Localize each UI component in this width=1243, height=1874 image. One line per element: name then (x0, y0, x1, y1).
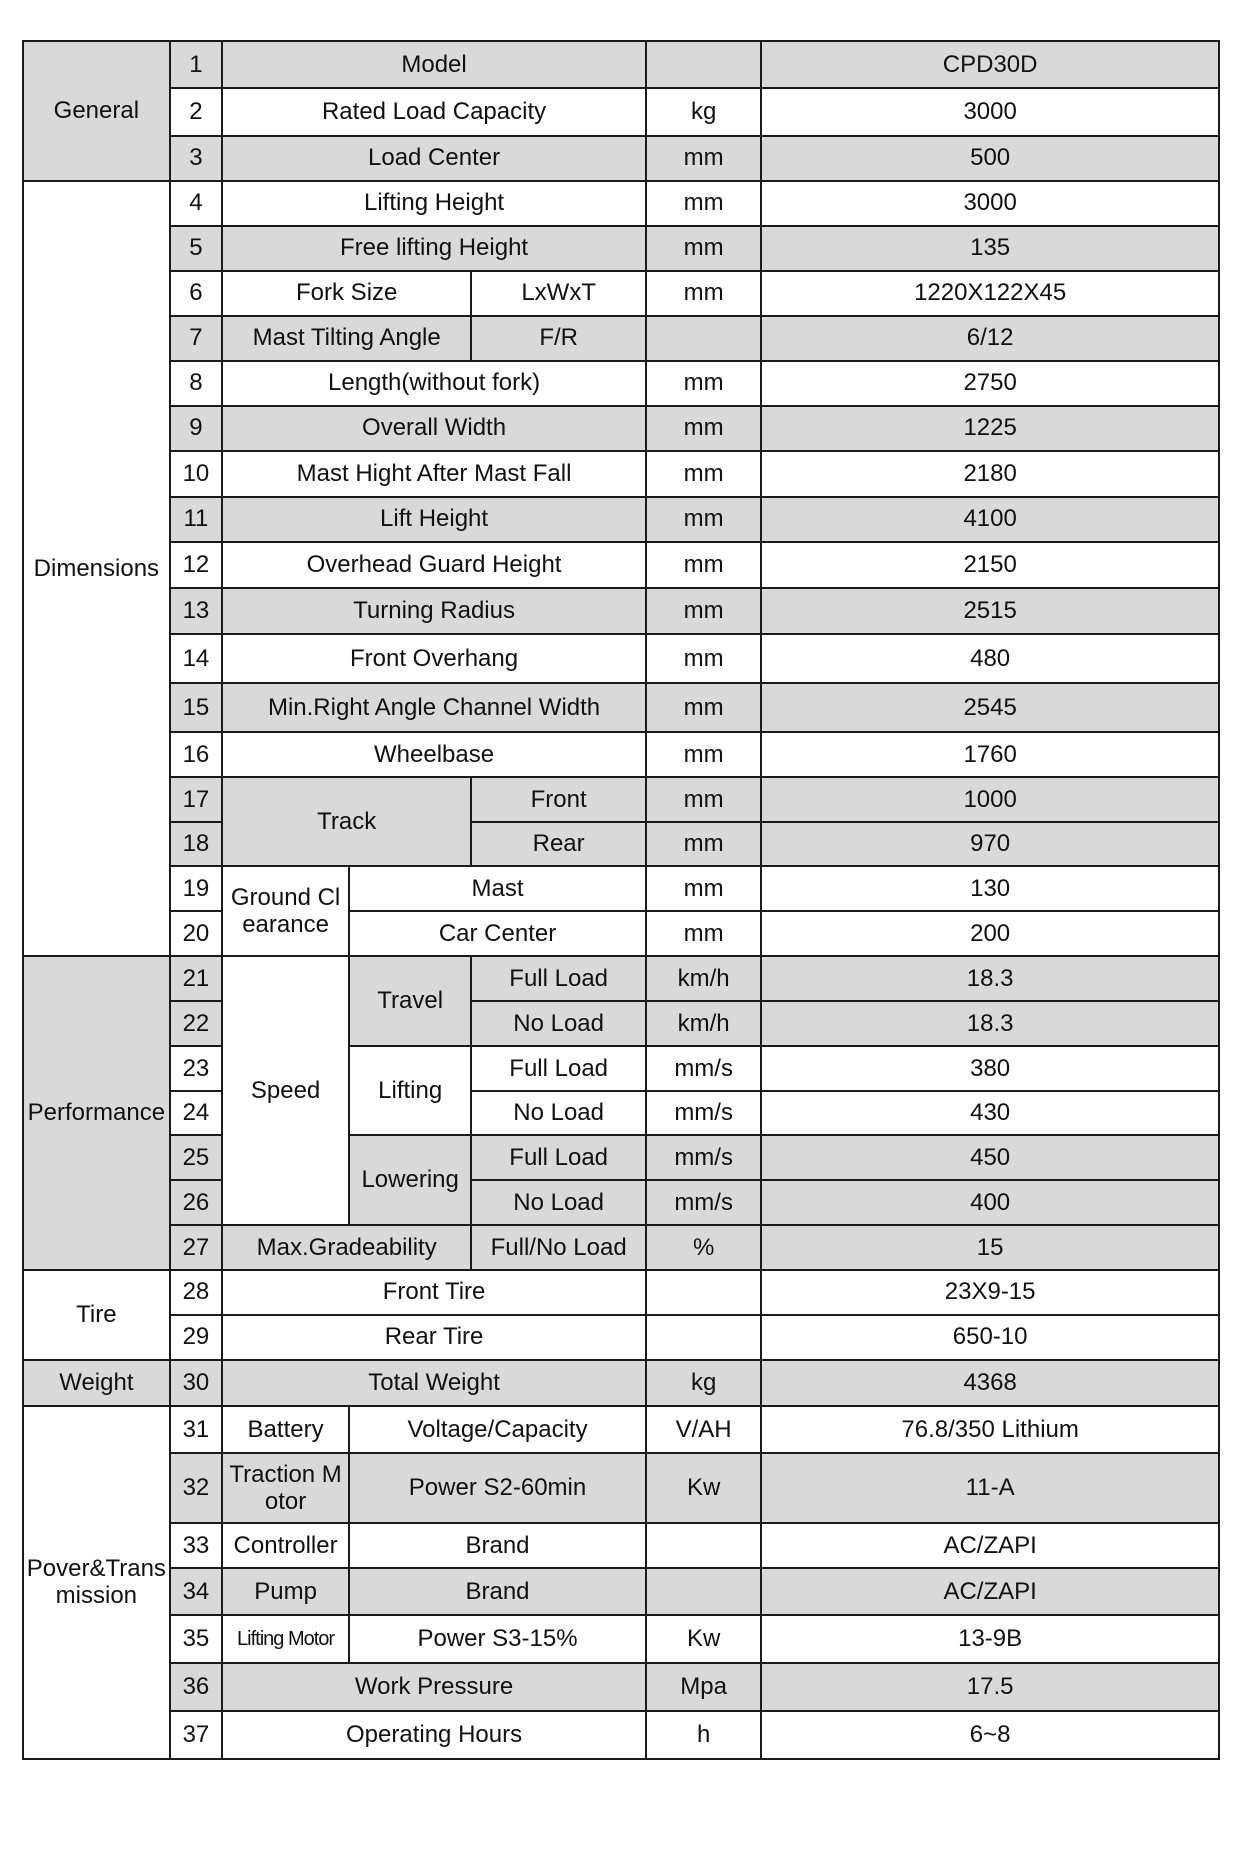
row-number: 34 (170, 1568, 222, 1615)
row-number: 18 (170, 822, 222, 866)
item-label: Power S3-15% (349, 1615, 646, 1662)
category-general: General (23, 41, 170, 181)
unit-cell: mm/s (646, 1180, 761, 1225)
row-number: 24 (170, 1091, 222, 1135)
unit-cell: Mpa (646, 1663, 761, 1712)
group-traction-motor: Traction Motor (222, 1453, 349, 1523)
table-row (23, 271, 1219, 316)
row-number: 17 (170, 777, 222, 822)
group-speed: Speed (222, 956, 349, 1225)
group-pump: Pump (222, 1568, 349, 1615)
row-number: 8 (170, 361, 222, 406)
value-cell: 4100 (761, 497, 1219, 542)
unit-cell (646, 1315, 761, 1360)
table-row (23, 1135, 1219, 1180)
value-cell: 4368 (761, 1360, 1219, 1406)
value-cell: 130 (761, 866, 1219, 911)
value-cell: 76.8/350 Lithium (761, 1406, 1219, 1453)
item-label: Rear (471, 822, 646, 866)
unit-cell (646, 316, 761, 361)
value-cell: 1760 (761, 732, 1219, 777)
row-number: 32 (170, 1453, 222, 1523)
item-label: Rear Tire (222, 1315, 646, 1360)
category-performance: Performance (23, 956, 170, 1270)
group-lifting-motor: Lifting Motor (222, 1615, 349, 1662)
row-number: 1 (170, 41, 222, 88)
table-row (23, 634, 1219, 683)
item-label: Mast Hight After Mast Fall (222, 451, 646, 497)
item-label: Lifting Height (222, 181, 646, 226)
unit-cell: % (646, 1225, 761, 1270)
table-row (23, 777, 1219, 822)
value-cell: 500 (761, 136, 1219, 181)
item-label: Front Overhang (222, 634, 646, 683)
row-number: 4 (170, 181, 222, 226)
unit-cell: mm (646, 542, 761, 588)
item-label: No Load (471, 1001, 646, 1046)
item-label: Load Center (222, 136, 646, 181)
unit-cell: mm (646, 911, 761, 956)
table-row (23, 1568, 1219, 1615)
row-number: 29 (170, 1315, 222, 1360)
category-weight: Weight (23, 1360, 170, 1406)
category-power: Pover&Transmission (23, 1406, 170, 1759)
value-cell: 430 (761, 1091, 1219, 1135)
group-lifting: Lifting (349, 1046, 471, 1135)
unit-cell: mm (646, 732, 761, 777)
value-cell: 1000 (761, 777, 1219, 822)
table-row (23, 683, 1219, 733)
item-label: No Load (471, 1180, 646, 1225)
group-gradeability-sub: Full/No Load (471, 1225, 646, 1270)
value-cell: 1225 (761, 406, 1219, 451)
unit-cell: mm/s (646, 1046, 761, 1091)
unit-cell: mm (646, 361, 761, 406)
item-label: Rated Load Capacity (222, 88, 646, 135)
group-lowering: Lowering (349, 1135, 471, 1225)
table-row (23, 226, 1219, 271)
row-number: 5 (170, 226, 222, 271)
unit-cell: km/h (646, 1001, 761, 1046)
row-number: 15 (170, 683, 222, 733)
item-label: Min.Right Angle Channel Width (222, 683, 646, 733)
row-number: 27 (170, 1225, 222, 1270)
table-row (23, 866, 1219, 911)
value-cell: 6/12 (761, 316, 1219, 361)
item-label: Full Load (471, 956, 646, 1001)
table-row (23, 1711, 1219, 1759)
group-travel: Travel (349, 956, 471, 1046)
value-cell: 3000 (761, 88, 1219, 135)
item-label: Total Weight (222, 1360, 646, 1406)
unit-cell (646, 1523, 761, 1568)
table-row (23, 542, 1219, 588)
group-ground-clearance: Ground Clearance (222, 866, 349, 956)
unit-cell: mm (646, 634, 761, 683)
category-dimensions: Dimensions (23, 181, 170, 956)
value-cell: 13-9B (761, 1615, 1219, 1662)
row-number: 22 (170, 1001, 222, 1046)
group-mast-tilting: Mast Tilting Angle (222, 316, 471, 361)
item-label: Work Pressure (222, 1663, 646, 1712)
item-label: Power S2-60min (349, 1453, 646, 1523)
row-number: 33 (170, 1523, 222, 1568)
item-label: Overall Width (222, 406, 646, 451)
spec-table (22, 40, 1220, 1760)
row-number: 11 (170, 497, 222, 542)
value-cell: AC/ZAPI (761, 1523, 1219, 1568)
group-controller: Controller (222, 1523, 349, 1568)
row-number: 3 (170, 136, 222, 181)
row-number: 25 (170, 1135, 222, 1180)
row-number: 36 (170, 1663, 222, 1712)
row-number: 23 (170, 1046, 222, 1091)
unit-cell (646, 1270, 761, 1315)
row-number: 37 (170, 1711, 222, 1759)
item-label: Full Load (471, 1135, 646, 1180)
table-row (23, 1315, 1219, 1360)
value-cell: 2150 (761, 542, 1219, 588)
table-row (23, 451, 1219, 497)
table-row (23, 316, 1219, 361)
unit-cell: mm (646, 136, 761, 181)
table-row (23, 732, 1219, 777)
item-label: Free lifting Height (222, 226, 646, 271)
unit-cell: mm/s (646, 1091, 761, 1135)
unit-cell: mm (646, 497, 761, 542)
value-cell: 450 (761, 1135, 1219, 1180)
row-number: 19 (170, 866, 222, 911)
row-number: 14 (170, 634, 222, 683)
group-track: Track (222, 777, 471, 866)
value-cell: 480 (761, 634, 1219, 683)
row-number: 13 (170, 588, 222, 634)
unit-cell (646, 41, 761, 88)
table-row (23, 822, 1219, 866)
value-cell: 2750 (761, 361, 1219, 406)
table-row (23, 1091, 1219, 1135)
row-number: 28 (170, 1270, 222, 1315)
item-label: Lift Height (222, 497, 646, 542)
item-label: Model (222, 41, 646, 88)
item-label: Voltage/Capacity (349, 1406, 646, 1453)
item-label: Brand (349, 1568, 646, 1615)
unit-cell (646, 1568, 761, 1615)
unit-cell: V/AH (646, 1406, 761, 1453)
unit-cell: Kw (646, 1453, 761, 1523)
row-number: 7 (170, 316, 222, 361)
item-label: Turning Radius (222, 588, 646, 634)
unit-cell: mm/s (646, 1135, 761, 1180)
table-row (23, 361, 1219, 406)
value-cell: 400 (761, 1180, 1219, 1225)
row-number: 9 (170, 406, 222, 451)
unit-cell: km/h (646, 956, 761, 1001)
unit-cell: h (646, 1711, 761, 1759)
row-number: 10 (170, 451, 222, 497)
table-row (23, 911, 1219, 956)
value-cell: 23X9-15 (761, 1270, 1219, 1315)
value-cell: 18.3 (761, 956, 1219, 1001)
value-cell: 135 (761, 226, 1219, 271)
row-number: 2 (170, 88, 222, 135)
table-row (23, 41, 1219, 88)
unit-cell: mm (646, 588, 761, 634)
value-cell: 2545 (761, 683, 1219, 733)
table-row (23, 497, 1219, 542)
row-number: 35 (170, 1615, 222, 1662)
value-cell: 11-A (761, 1453, 1219, 1523)
value-cell: 650-10 (761, 1315, 1219, 1360)
unit-cell: mm (646, 683, 761, 733)
table-row (23, 588, 1219, 634)
item-label: Wheelbase (222, 732, 646, 777)
value-cell: 1220X122X45 (761, 271, 1219, 316)
table-row (23, 1663, 1219, 1712)
table-row (23, 1046, 1219, 1091)
item-label: Overhead Guard Height (222, 542, 646, 588)
value-cell: 2515 (761, 588, 1219, 634)
value-cell: 15 (761, 1225, 1219, 1270)
unit-cell: mm (646, 271, 761, 316)
item-label: Length(without fork) (222, 361, 646, 406)
group-battery: Battery (222, 1406, 349, 1453)
unit-cell: mm (646, 181, 761, 226)
table-row (23, 1615, 1219, 1662)
unit-cell: mm (646, 226, 761, 271)
value-cell: 6~8 (761, 1711, 1219, 1759)
item-label: Front Tire (222, 1270, 646, 1315)
row-number: 12 (170, 542, 222, 588)
unit-cell: mm (646, 777, 761, 822)
table-row (23, 88, 1219, 135)
row-number: 20 (170, 911, 222, 956)
value-cell: 3000 (761, 181, 1219, 226)
value-cell: 18.3 (761, 1001, 1219, 1046)
item-label: Front (471, 777, 646, 822)
table-row (23, 1180, 1219, 1225)
row-number: 6 (170, 271, 222, 316)
value-cell: 2180 (761, 451, 1219, 497)
table-row (23, 956, 1219, 1001)
group-fork-size-sub: LxWxT (471, 271, 646, 316)
value-cell: 970 (761, 822, 1219, 866)
row-number: 26 (170, 1180, 222, 1225)
row-number: 16 (170, 732, 222, 777)
unit-cell: kg (646, 1360, 761, 1406)
group-mast-tilting-sub: F/R (471, 316, 646, 361)
group-fork-size: Fork Size (222, 271, 471, 316)
row-number: 31 (170, 1406, 222, 1453)
unit-cell: mm (646, 866, 761, 911)
category-tire: Tire (23, 1270, 170, 1360)
value-cell: 200 (761, 911, 1219, 956)
table-row (23, 1406, 1219, 1453)
table-row (23, 406, 1219, 451)
value-cell: AC/ZAPI (761, 1568, 1219, 1615)
row-number: 30 (170, 1360, 222, 1406)
item-label: Operating Hours (222, 1711, 646, 1759)
group-gradeability: Max.Gradeability (222, 1225, 471, 1270)
item-label: Mast (349, 866, 646, 911)
value-cell: 380 (761, 1046, 1219, 1091)
item-label: No Load (471, 1091, 646, 1135)
unit-cell: mm (646, 451, 761, 497)
table-row (23, 1270, 1219, 1315)
value-cell: 17.5 (761, 1663, 1219, 1712)
unit-cell: Kw (646, 1615, 761, 1662)
unit-cell: kg (646, 88, 761, 135)
value-cell: CPD30D (761, 41, 1219, 88)
table-row (23, 1360, 1219, 1406)
unit-cell: mm (646, 406, 761, 451)
item-label: Car Center (349, 911, 646, 956)
row-number: 21 (170, 956, 222, 1001)
item-label: Brand (349, 1523, 646, 1568)
table-row (23, 181, 1219, 226)
unit-cell: mm (646, 822, 761, 866)
table-row (23, 1225, 1219, 1270)
table-row (23, 1453, 1219, 1523)
item-label: Full Load (471, 1046, 646, 1091)
table-row (23, 1001, 1219, 1046)
table-row (23, 1523, 1219, 1568)
table-row (23, 136, 1219, 181)
